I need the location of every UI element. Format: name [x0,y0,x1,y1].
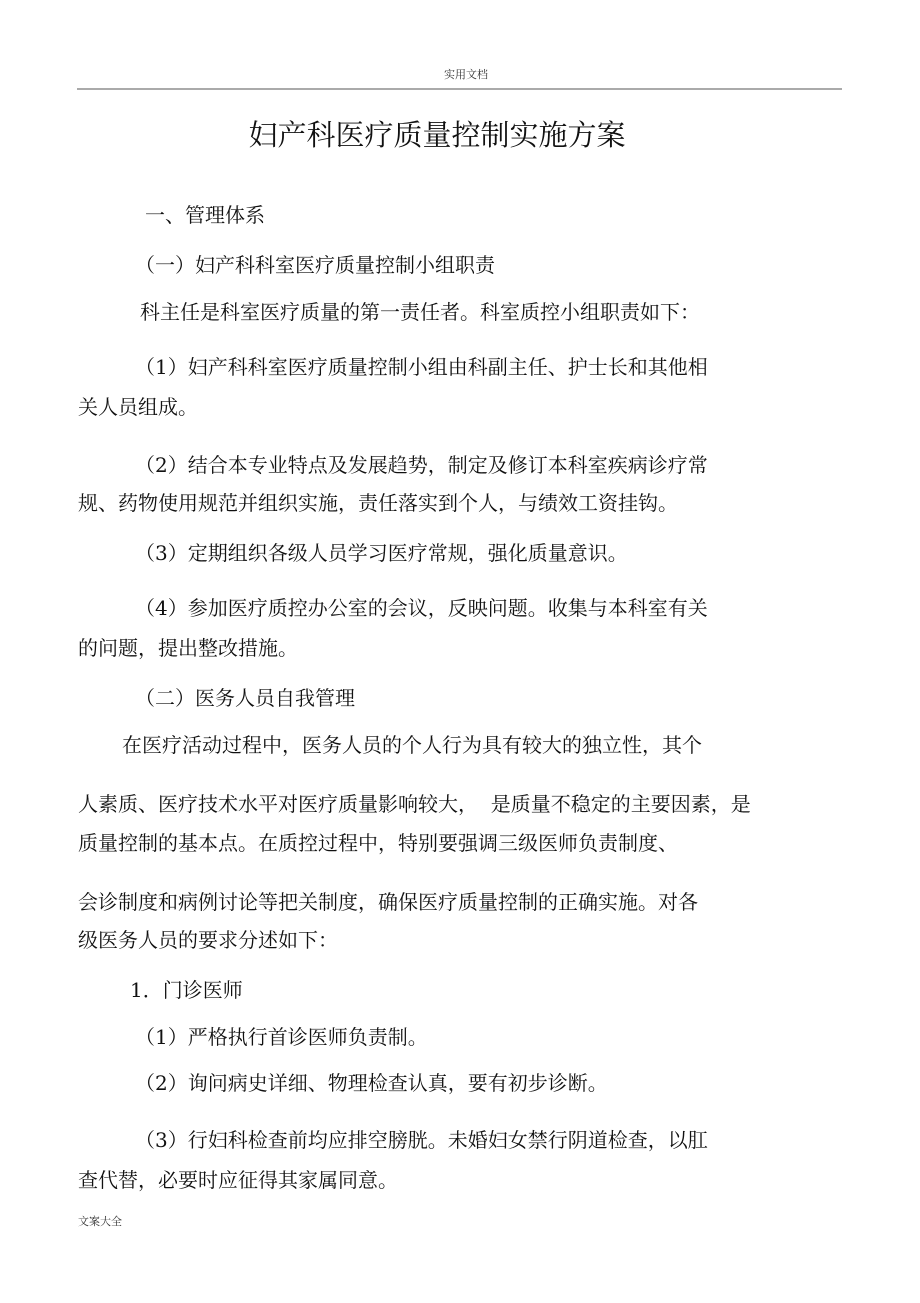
subsection-heading: （二）医务人员自我管理 [135,686,355,710]
paragraph-line: 科主任是科室医疗质量的第一责任者。科室质控小组职责如下： [140,300,700,324]
paragraph-line: 在医疗活动过程中，医务人员的个人行为具有较大的独立性，其个 [122,733,702,757]
paragraph-line: （4）参加医疗质控办公室的会议，反映问题。收集与本科室有关 [135,596,708,620]
paragraph-line: 查代替，必要时应征得其家属同意。 [78,1168,398,1192]
header-rule [77,88,842,90]
paragraph-line: （2）结合本专业特点及发展趋势，制定及修订本科室疾病诊疗常 [135,453,708,477]
page-header: 实用文档 [444,68,488,81]
paragraph-line: （2）询问病史详细、物理检查认真，要有初步诊断。 [135,1071,608,1095]
page-footer: 文案大全 [78,1215,122,1228]
paragraph-line: 级医务人员的要求分述如下： [78,928,338,952]
paragraph-line: 会诊制度和病例讨论等把关制度，确保医疗质量控制的正确实施。对各 [78,890,698,914]
list-heading: 1．门诊医师 [130,978,243,1002]
paragraph-line: （1）妇产科科室医疗质量控制小组由科副主任、护士长和其他相 [135,355,708,379]
paragraph-line: （3）定期组织各级人员学习医疗常规，强化质量意识。 [135,541,628,565]
paragraph-line: 规、药物使用规范并组织实施，责任落实到个人，与绩效工资挂钩。 [78,491,678,515]
paragraph-line: （1）严格执行首诊医师负责制。 [135,1025,428,1049]
subsection-heading: （一）妇产科科室医疗质量控制小组职责 [135,253,495,277]
paragraph-line: （3）行妇科检查前均应排空膀胱。未婚妇女禁行阴道检查，以肛 [135,1128,708,1152]
paragraph-line: 关人员组成。 [78,395,198,419]
paragraph-line: 人素质、医疗技术水平对医疗质量影响较大， 是质量不稳定的主要因素，是 [78,792,751,816]
document-title: 妇产科医疗质量控制实施方案 [248,118,626,152]
paragraph-line: 质量控制的基本点。在质控过程中，特别要强调三级医师负责制度、 [78,831,678,855]
section-heading: 一、管理体系 [145,203,265,227]
paragraph-line: 的问题，提出整改措施。 [78,636,298,660]
